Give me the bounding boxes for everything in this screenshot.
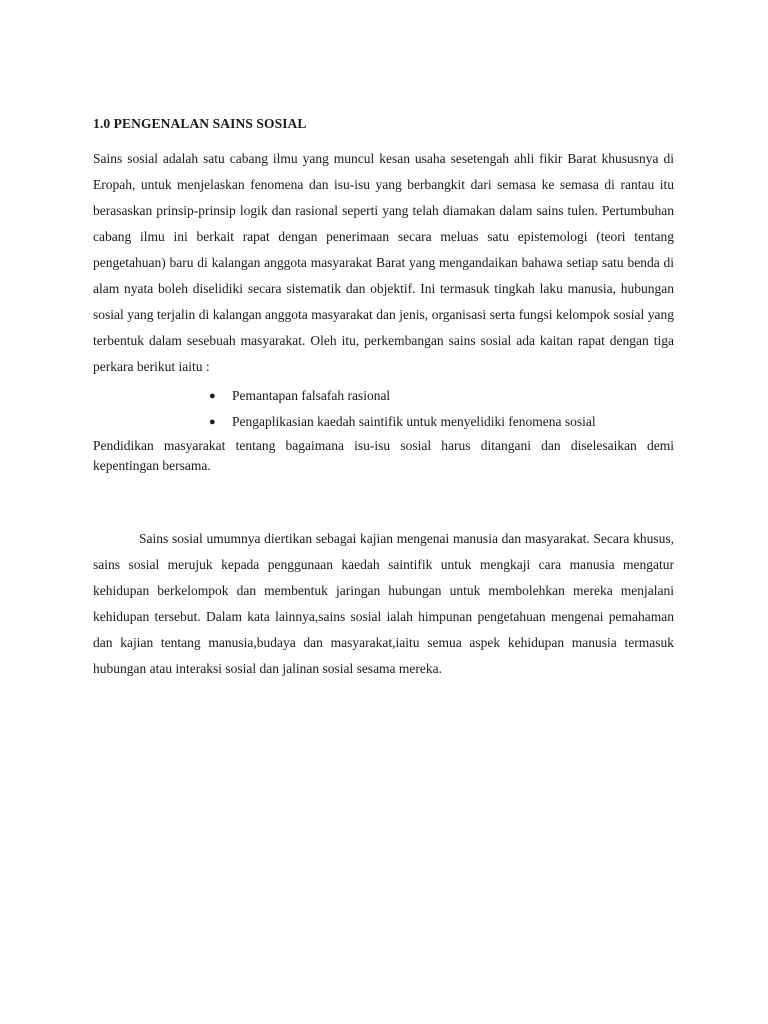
document-page bbox=[93, 116, 674, 682]
bullet-item bbox=[93, 409, 674, 435]
bullet-dot-icon: ● bbox=[209, 416, 216, 428]
paragraph-intro: Sains sosial adalah satu cabang ilmu yang muncul kesan usaha sesetengah ahli fikir Barat khususnya di Eropah, untuk menjelaskan fenomena dan isu-isu yang berbangkit dari semasa ke semasa di rantau itu berasaskan prinsip-prinsip logik dan rasional seperti yang telah diamakan dalam sains tulen. Pertumbuhan cabang ilmu ini berkait rapat dengan penerimaan secara meluas satu epistemologi (teori tentang pengetahuan) baru di kalangan anggota masyarakat Barat yang mengandaikan bahawa setiap satu benda di alam nyata boleh diselidiki secara sistematik dan objektif. Ini termasuk tingkah laku manusia, hubungan sosial yang terjalin di kalangan anggota masyarakat dan jenis, organisasi serta fungsi kelompok sosial yang terbentuk dalam sesebuah masyarakat. Oleh itu, perkembangan sains sosial ada kaitan rapat dengan tiga perkara berikut iaitu : bbox=[93, 151, 674, 374]
bullet-dot-icon: ● bbox=[209, 390, 216, 402]
bullet-item bbox=[93, 383, 674, 409]
paragraph-after-bullets: Pendidikan masyarakat tentang bagaimana isu-isu sosial harus ditangani dan diselesaikan demi kepentingan bersama. bbox=[93, 438, 674, 473]
section-heading: 1.0 PENGENALAN SAINS SOSIAL bbox=[93, 116, 307, 131]
bullet-item-text: Pengaplikasian kaedah saintifik untuk menyelidiki fenomena sosial bbox=[232, 414, 596, 429]
bullet-item-text: Pemantapan falsafah rasional bbox=[232, 388, 391, 403]
bullet-list bbox=[93, 383, 674, 435]
paragraph-definition: Sains sosial umumnya diertikan sebagai kajian mengenai manusia dan masyarakat. Secara khusus, sains sosial merujuk kepada penggunaan kaedah saintifik untuk mengkaji cara manusia mengatur kehidupan berkelompok dan membentuk jaringan hubungan untuk membolehkan mereka menjalani kehidupan tersebut. Dalam kata lainnya,sains sosial ialah himpunan pengetahuan mengenai pemahaman dan kajian tentang manusia,budaya dan masyarakat,iaitu semua aspek kehidupan manusia termasuk hubungan atau interaksi sosial dan jalinan sosial sesama mereka. bbox=[93, 531, 674, 676]
